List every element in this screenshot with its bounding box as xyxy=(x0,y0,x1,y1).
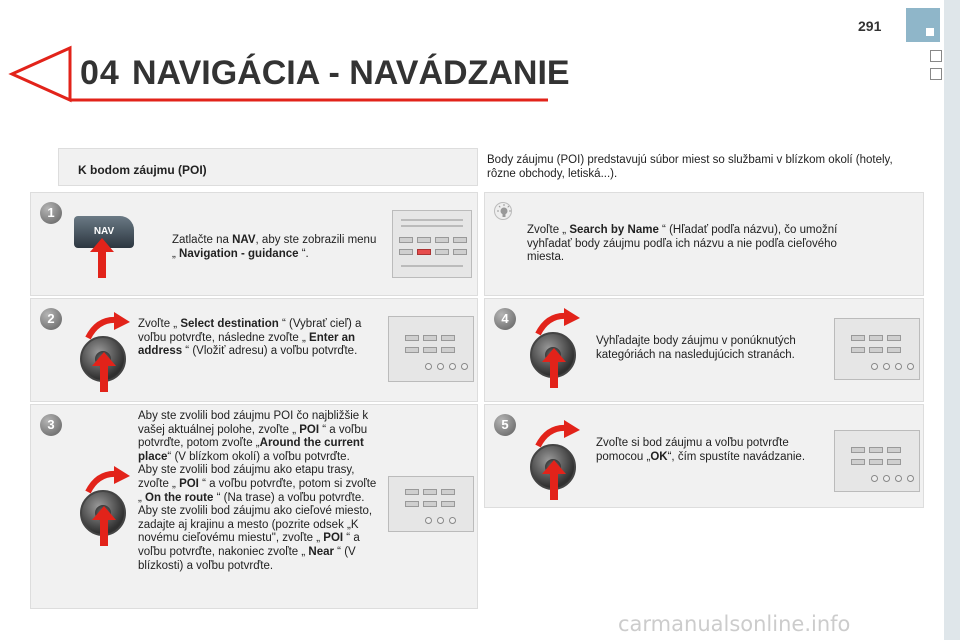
rotate-arrow-icon xyxy=(84,312,130,342)
step-3-text: Aby ste zvolili bod záujmu POI čo najbližšie k vašej aktuálnej polohe, zvoľte „ POI “ a voľbu potvrďte, potom zvoľte „Around the current place“ (V blízkom okolí) a voľbu potvrďte. Aby ste zvolili bod záujmu ako etapu trasy, zvoľte „ POI “ a voľbu potvrďte, potom si zvoľte „ On the route “ (Na trase) a voľbu potvrďte. Aby ste zvolili bod záujmu ako cieľové miesto, zadajte aj krajinu a mesto (pozrite odsek „K novému cieľovému miestu", zvoľte „ POI “ a voľbu potvrďte, nakoniec zvoľte „ Near “ (V blízkosti) a voľbu potvrďte. xyxy=(138,410,377,572)
radio-unit-thumbnail xyxy=(834,318,920,380)
press-arrow-icon xyxy=(542,460,566,500)
radio-unit-thumbnail xyxy=(392,210,472,278)
tip-lightbulb-icon xyxy=(494,202,512,220)
rotate-arrow-icon xyxy=(534,308,580,338)
page-tab xyxy=(906,8,940,42)
press-arrow-icon xyxy=(90,238,114,278)
step-badge-5: 5 xyxy=(494,414,516,436)
press-arrow-icon xyxy=(92,352,116,392)
radio-unit-thumbnail xyxy=(834,430,920,492)
press-arrow-icon xyxy=(92,506,116,546)
step-5-text: Zvoľte si bod záujmu a voľbu potvrďte pomocou „OK“, čím spustíte navádzanie. xyxy=(596,437,806,463)
nav-key-icon: NAV xyxy=(74,216,134,248)
step-badge-2: 2 xyxy=(40,308,62,330)
section-heading: K bodom záujmu (POI) xyxy=(78,163,207,177)
rotate-arrow-icon xyxy=(534,420,580,450)
step-4-text: Vyhľadajte body záujmu v ponúknutých kategóriách na nasledujúcich stranách. xyxy=(596,335,796,361)
page-edge-strip xyxy=(944,0,960,640)
watermark: carmanualsonline.info xyxy=(618,612,851,636)
step-1-text: Zatlačte na NAV, aby ste zobrazili menu „ Navigation - guidance “. xyxy=(172,234,377,260)
page-number: 291 xyxy=(858,18,882,34)
step-badge-1: 1 xyxy=(40,202,62,224)
rotate-arrow-icon xyxy=(84,466,130,496)
step-2-text: Zvoľte „ Select destination “ (Vybrať cieľ) a voľbu potvrďte, následne zvoľte „ Enter an address “ (Vložiť adresu) a voľbu potvrďte. xyxy=(138,318,362,358)
radio-unit-thumbnail xyxy=(388,316,474,382)
section-intro: Body záujmu (POI) predstavujú súbor miest so službami v blízkom okolí (hotely, rôzne obchody, letiská...). xyxy=(487,154,893,180)
side-box xyxy=(930,50,942,62)
step-badge-3: 3 xyxy=(40,414,62,436)
chapter-title: NAVIGÁCIA - NAVÁDZANIE xyxy=(132,54,570,92)
side-box xyxy=(930,68,942,80)
radio-unit-thumbnail xyxy=(388,476,474,532)
press-arrow-icon xyxy=(542,348,566,388)
chapter-number: 04 xyxy=(80,54,120,92)
tip-text: Zvoľte „ Search by Name “ (Hľadať podľa názvu), čo umožní vyhľadať body záujmu podľa ich názvu a nie podľa cieľového miesta. xyxy=(527,224,838,264)
step-badge-4: 4 xyxy=(494,308,516,330)
